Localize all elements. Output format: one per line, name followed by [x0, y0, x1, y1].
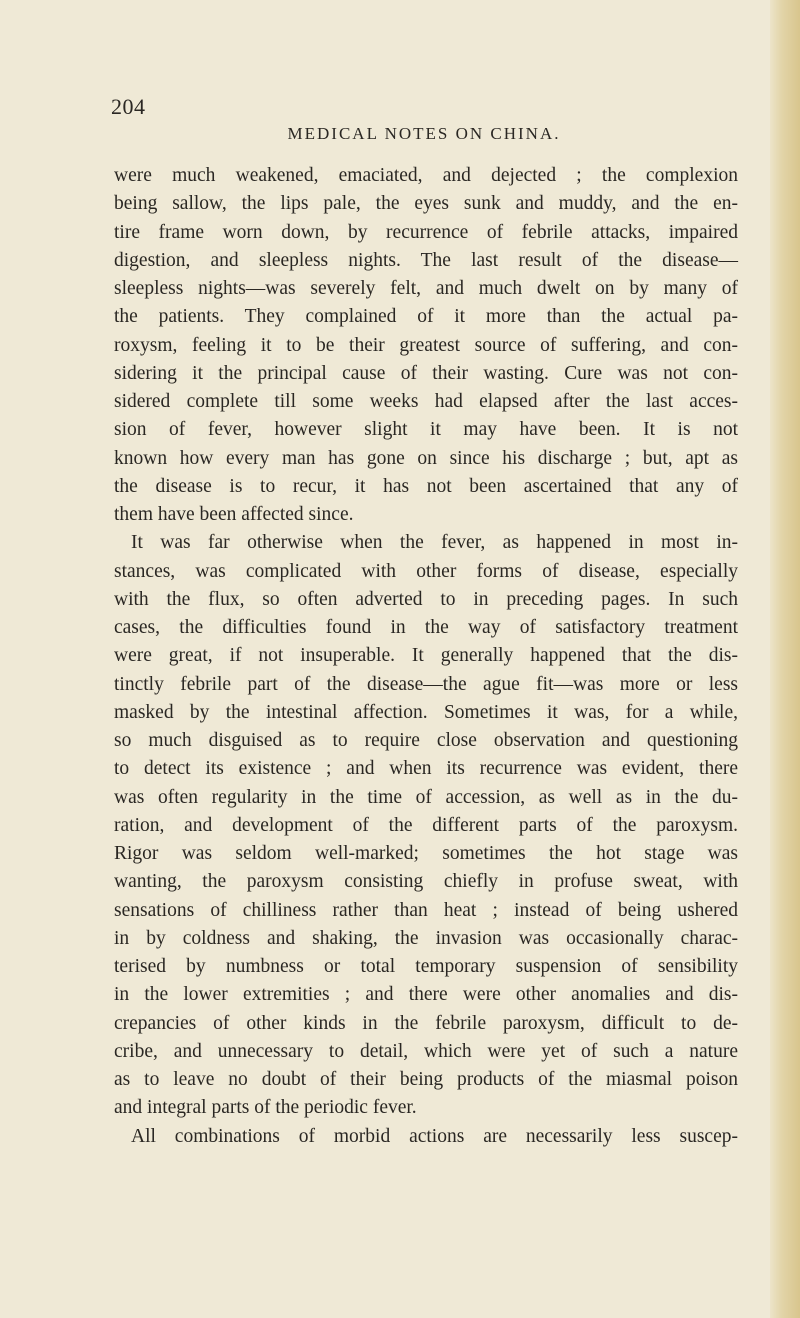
text-line: as to leave no doubt of their being products of the miasmal poison: [114, 1069, 738, 1090]
text-line: Rigor was seldom well-marked; sometimes the hot stage was: [114, 843, 738, 864]
text-line: sidering it the principal cause of their wasting. Cure was not con-: [114, 362, 738, 384]
text-line: cases, the difficulties found in the way of satisfactory treatment: [114, 617, 738, 638]
text-line: cribe, and unnecessary to detail, which were yet of such a nature: [114, 1040, 738, 1062]
text-line: tire frame worn down, by recurrence of febrile attacks, impaired: [114, 221, 738, 243]
text-line: masked by the intestinal affection. Sometimes it was, for a while,: [114, 701, 738, 723]
page-edge: [770, 0, 800, 1318]
text-line: digestion, and sleepless nights. The last result of the disease—: [114, 249, 738, 271]
text-line: roxysm, feeling it to be their greatest source of suffering, and con-: [114, 334, 738, 356]
text-line: sensations of chilliness rather than heat ; instead of being ushered: [114, 899, 738, 921]
text-line: sion of fever, however slight it may have been. It is not: [114, 419, 738, 441]
text-line: was often regularity in the time of accession, as well as in the du-: [114, 786, 738, 808]
text-line: crepancies of other kinds in the febrile paroxysm, difficult to de-: [114, 1012, 738, 1034]
running-head: [0, 124, 800, 144]
text-line: tinctly febrile part of the disease—the ague fit—was more or less: [114, 673, 738, 695]
text-line: stances, was complicated with other forms of disease, especially: [114, 560, 738, 582]
text-line: to detect its existence ; and when its recurrence was evident, there: [114, 758, 738, 780]
text-line: It was far otherwise when the fever, as happened in most in-: [131, 532, 738, 554]
text-line: ration, and development of the different parts of the paroxysm.: [114, 814, 738, 836]
text-line: the patients. They complained of it more than the actual pa-: [114, 306, 738, 328]
text-line: terised by numbness or total temporary suspension of sensibility: [114, 956, 738, 977]
text-line: so much disguised as to require close observation and questioning: [114, 730, 738, 751]
text-line: in by coldness and shaking, the invasion was occasionally charac-: [114, 927, 738, 949]
text-line: in the lower extremities ; and there were other anomalies and dis-: [114, 984, 738, 1006]
text-line: sleepless nights—was severely felt, and much dwelt on by many of: [114, 278, 738, 299]
page-number: 204: [111, 94, 146, 119]
running-head-text: MEDICAL NOTES ON CHINA.: [287, 124, 561, 143]
text-line: All combinations of morbid actions are necessarily less suscep-: [131, 1125, 738, 1147]
text-line: them have been affected since.: [114, 504, 354, 525]
text-line: sidered complete till some weeks had elapsed after the last acces-: [114, 391, 738, 412]
text-line: were much weakened, emaciated, and dejected ; the complexion: [114, 165, 738, 186]
text-line: were great, if not insuperable. It generally happened that the dis-: [114, 645, 738, 667]
text-line: with the flux, so often adverted to in preceding pages. In such: [114, 588, 738, 610]
text-line: wanting, the paroxysm consisting chiefly in profuse sweat, with: [114, 871, 738, 893]
text-line: the disease is to recur, it has not been ascertained that any of: [114, 475, 738, 497]
text-line: known how every man has gone on since his discharge ; but, apt as: [114, 447, 738, 469]
text-line: and integral parts of the periodic fever.: [114, 1097, 417, 1119]
body-text: [114, 162, 738, 1151]
text-line: being sallow, the lips pale, the eyes sunk and muddy, and the en-: [114, 193, 738, 215]
